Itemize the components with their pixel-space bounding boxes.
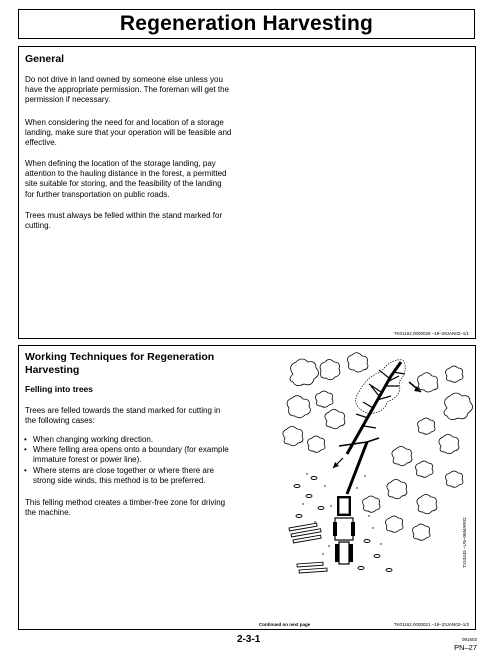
general-reference-code: TK01162,0000026 –19–29JAN02–1/1 [393,331,469,336]
felled-tree-icon [347,360,405,454]
working-heading: Working Techniques for Regeneration Harvesting [25,351,215,376]
page-title-box [18,9,475,39]
figure-code: T153445 –UN–06MAR02 [462,517,467,568]
crane-boom-icon [339,438,379,494]
list-item: • When changing working direction. [24,435,279,445]
page-number: 2-3-1 [237,634,261,645]
felling-closing: This felling method creates a timber-free zone for driving the machine. [25,498,226,518]
general-paragraph-2: When considering the need for and location of a storage landing, make sure that your operation will be feasible and effective. [25,118,232,148]
general-heading: General [25,53,65,65]
general-paragraph-3: When defining the location of the storage landing, pay attention to the hauling distance in the forest, a permitted site suitable for storing, and the feasibility of the landing for further transportation on public roads. [25,159,227,199]
footer-small-code: 091603 [461,637,477,642]
general-paragraph-4: Trees must always be felled within the stand marked for cutting. [25,211,223,231]
felling-cases-list [24,435,279,486]
continued-note: Continued on next page [259,622,311,627]
felling-subheading: Felling into trees [25,384,94,394]
harvester-machine-icon [333,496,355,564]
general-paragraph-1: Do not drive in land owned by someone else unless you have the appropriate permission. The foreman will get the permission if necessary. [25,75,229,105]
felling-intro: Trees are felled towards the stand marked for cutting in the following cases: [25,406,221,426]
tree-crowns [283,353,473,541]
list-item: • Where felling area opens onto a boundary (for example immature forest or power line). [24,445,279,465]
list-item: • Where stems are close together or where there are strong side winds, this method is to be preferred. [24,466,279,486]
working-reference-code: TK01162,0000021 –19–23JAN02–1/3 [393,622,469,627]
felling-illustration [269,346,474,576]
working-techniques-section [18,345,476,630]
page-title: Regeneration Harvesting [119,12,374,35]
general-section [18,46,476,339]
section-page-number: PN–27 [454,643,477,652]
